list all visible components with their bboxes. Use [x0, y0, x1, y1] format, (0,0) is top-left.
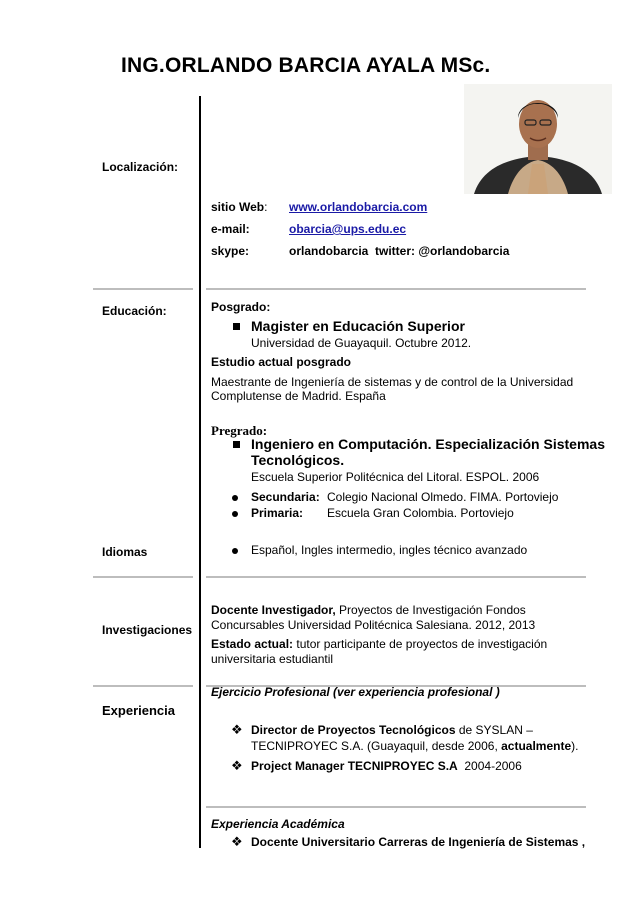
section-rule: [206, 576, 586, 578]
research-line-2: Concursables Universidad Politécnica Salesiana. 2012, 2013: [211, 618, 536, 632]
section-rule: [93, 288, 193, 290]
research-estado-line-2: universitaria estudiantil: [211, 652, 334, 666]
page-title: ING.ORLANDO BARCIA AYALA MSc.: [121, 54, 491, 77]
academica-title: Experiencia Académica: [211, 817, 345, 831]
bullet-dot-icon: [232, 495, 238, 501]
section-rule: [93, 576, 193, 578]
person-portrait-icon: [464, 84, 612, 194]
vertical-divider: [199, 96, 201, 848]
bullet-dot-icon: [232, 511, 238, 517]
section-educacion: Educación:: [102, 304, 167, 318]
web-link[interactable]: www.orlandobarcia.com: [289, 200, 428, 214]
ing-detail: Escuela Superior Politécnica del Litoral. ESPOL. 2006: [251, 470, 540, 484]
research-role: Docente Investigador, Proyectos de Investigación Fondos: [211, 603, 526, 617]
section-rule: [206, 806, 586, 808]
section-experiencia: Experiencia: [102, 703, 175, 718]
estudio-label: Estudio actual posgrado: [211, 355, 352, 369]
profile-photo: [464, 84, 612, 194]
pregrado-label: Pregrado:: [211, 423, 268, 438]
magister-title: Magister en Educación Superior: [251, 318, 465, 334]
email-label: e-mail:: [211, 222, 250, 236]
diamond-bullet-icon: ❖: [231, 834, 243, 849]
primaria-value: Escuela Gran Colombia. Portoviejo: [327, 506, 514, 520]
bullet-dot-icon: [232, 548, 238, 554]
profesional-title: Ejercicio Profesional (ver experiencia profesional ): [211, 685, 500, 699]
skype-value: orlandobarcia twitter: @orlandobarcia: [289, 244, 510, 258]
skype-label: skype:: [211, 244, 250, 258]
languages-text: Español, Ingles intermedio, ingles técnico avanzado: [251, 543, 528, 557]
posgrado-label: Posgrado:: [211, 300, 271, 314]
secundaria-label: Secundaria:: [251, 490, 320, 504]
web-label: sitio Web:: [211, 200, 268, 214]
email-link[interactable]: obarcia@ups.edu.ec: [289, 222, 407, 236]
primaria-label: Primaria:: [251, 506, 304, 520]
diamond-bullet-icon: ❖: [231, 758, 243, 773]
diamond-bullet-icon: ❖: [231, 722, 243, 737]
square-bullet-icon: [233, 441, 240, 448]
experience-item-2: Project Manager TECNIPROYEC S.A 2004-2006: [251, 759, 522, 773]
experience-item-1-line-2: TECNIPROYEC S.A. (Guayaquil, desde 2006, actualmente).: [251, 739, 579, 753]
ing-title-line-2: Tecnológicos.: [251, 452, 345, 468]
secundaria-value: Colegio Nacional Olmedo. FIMA. Portoviejo: [327, 490, 559, 504]
section-investigaciones: Investigaciones: [102, 623, 193, 637]
ing-title-line-1: Ingeniero en Computación. Especialización Sistemas: [251, 436, 605, 452]
experience-item-1: Director de Proyectos Tecnológicos de SYSLAN –: [251, 723, 533, 737]
section-rule: [93, 685, 193, 687]
magister-detail: Universidad de Guayaquil. Octubre 2012.: [251, 336, 472, 350]
research-estado: Estado actual: tutor participante de proyectos de investigación: [211, 637, 548, 651]
estudio-line-1: Maestrante de Ingeniería de sistemas y de control de la Universidad: [211, 375, 574, 389]
section-rule: [206, 288, 586, 290]
estudio-line-2: Complutense de Madrid. España: [211, 389, 386, 403]
section-localizacion: Localización:: [102, 160, 179, 174]
section-idiomas: Idiomas: [102, 545, 148, 559]
experience-item-3: Docente Universitario Carreras de Ingeniería de Sistemas ,: [251, 835, 586, 849]
square-bullet-icon: [233, 323, 240, 330]
